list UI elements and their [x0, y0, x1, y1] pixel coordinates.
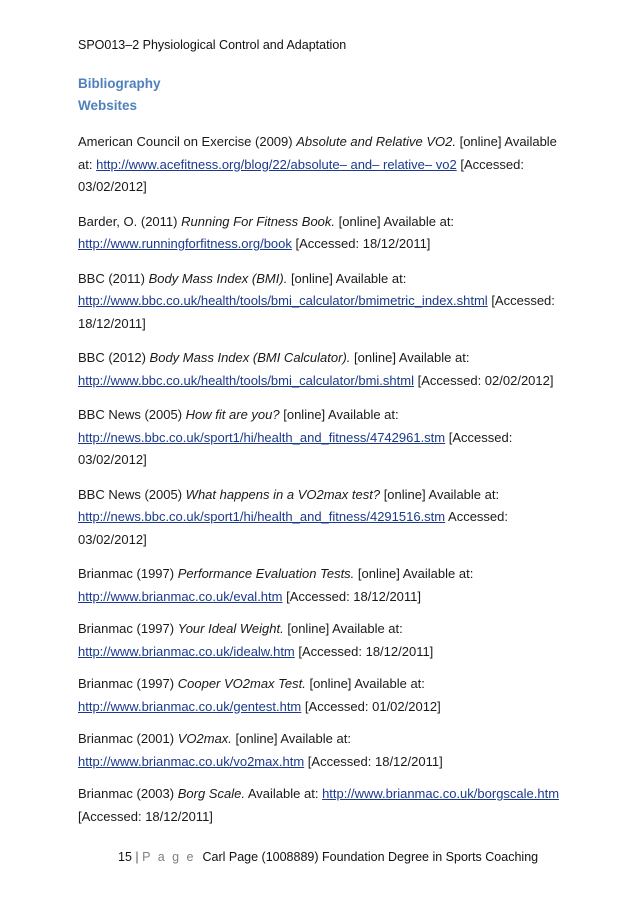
reference-note: Available at:	[247, 786, 319, 801]
reference-author: BBC (2011)	[78, 270, 145, 286]
reference-entry	[78, 783, 572, 828]
running-header: SPO013–2 Physiological Control and Adaptation	[78, 38, 347, 52]
reference-author: American Council on Exercise (2009)	[78, 134, 293, 149]
reference-accessed: [Accessed: 18/12/2011]	[78, 808, 213, 824]
reference-title: What happens in a VO2max test?	[185, 486, 381, 502]
reference-link[interactable]: http://news.bbc.co.uk/sport1/hi/health_and_fitness/4291516.stm	[78, 509, 446, 524]
reference-entry	[78, 673, 572, 718]
reference-entry	[78, 211, 572, 256]
page-footer	[118, 850, 538, 864]
reference-link[interactable]: http://www.brianmac.co.uk/gentest.htm	[78, 698, 302, 714]
reference-link[interactable]: http://www.acefitness.org/blog/22/absolute– and– relative– vo2	[96, 156, 457, 172]
reference-accessed: [Accessed: 02/02/2012]	[417, 372, 554, 388]
reference-title: Body Mass Index (BMI).	[148, 270, 288, 286]
reference-title: Absolute and Relative VO2.	[296, 134, 456, 149]
reference-title: VO2max.	[177, 731, 232, 746]
reference-note: [online] Available at:	[235, 731, 351, 746]
reference-author: BBC (2012)	[78, 350, 146, 365]
reference-accessed: [Accessed: 03/02/2012]	[78, 156, 524, 194]
reference-link[interactable]: http://www.brianmac.co.uk/eval.htm	[78, 588, 283, 604]
bibliography-heading: Bibliography	[78, 76, 161, 91]
reference-author: BBC News (2005)	[78, 486, 183, 502]
reference-note: [online] Available at:	[290, 270, 407, 286]
reference-list	[78, 131, 572, 840]
reference-author: Brianmac (2003)	[78, 786, 175, 801]
reference-note: [online] Available at:	[287, 621, 403, 636]
reference-author: Brianmac (1997)	[78, 676, 175, 691]
reference-entry	[78, 484, 572, 552]
reference-note: [online] Available at:	[78, 134, 557, 172]
reference-link[interactable]: http://www.brianmac.co.uk/vo2max.htm	[78, 753, 305, 769]
reference-link[interactable]: http://www.bbc.co.uk/health/tools/bmi_calculator/bmi.shtml	[78, 372, 414, 388]
reference-entry	[78, 404, 572, 472]
reference-title: Your Ideal Weight.	[177, 621, 284, 636]
reference-accessed: [Accessed: 18/12/2011]	[286, 588, 422, 604]
reference-accessed: [Accessed: 03/02/2012]	[78, 429, 513, 467]
reference-author: BBC News (2005)	[78, 407, 183, 422]
reference-entry	[78, 618, 572, 663]
footer-author-line: Carl Page (1008889) Foundation Degree in Sports Coaching	[202, 850, 539, 864]
reference-author: Brianmac (1997)	[78, 621, 175, 636]
page-label: P a g e	[142, 850, 196, 864]
reference-note: [online] Available at:	[354, 350, 470, 365]
reference-author: Brianmac (1997)	[78, 566, 175, 581]
reference-note: [online] Available at:	[357, 566, 474, 581]
reference-title: Borg Scale.	[177, 786, 245, 801]
reference-link[interactable]: http://www.runningforfitness.org/book	[78, 236, 292, 251]
reference-link[interactable]: http://news.bbc.co.uk/sport1/hi/health_and_fitness/4742961.stm	[78, 429, 446, 445]
reference-entry	[78, 268, 572, 336]
reference-accessed: [Accessed: 18/12/2011]	[78, 293, 555, 331]
reference-entry	[78, 131, 572, 199]
reference-entry	[78, 728, 572, 773]
reference-accessed: [Accessed: 18/12/2011]	[295, 236, 431, 251]
reference-title: Cooper VO2max Test.	[177, 676, 306, 691]
reference-link[interactable]: http://www.bbc.co.uk/health/tools/bmi_calculator/bmimetric_index.shtml	[78, 293, 488, 308]
reference-title: Body Mass Index (BMI Calculator).	[149, 350, 351, 365]
reference-title: Running For Fitness Book.	[181, 213, 336, 229]
reference-author: Barder, O. (2011)	[78, 213, 178, 229]
footer-separator: |	[135, 850, 139, 864]
reference-note: [online] Available at:	[383, 486, 500, 502]
reference-note: [online] Available at:	[309, 676, 425, 691]
reference-accessed: [Accessed: 01/02/2012]	[304, 698, 441, 714]
reference-accessed: [Accessed: 18/12/2011]	[307, 753, 443, 769]
reference-entry	[78, 347, 572, 392]
page-number: 15	[118, 850, 132, 864]
reference-link[interactable]: http://www.brianmac.co.uk/borgscale.htm	[322, 786, 560, 801]
reference-note: [online] Available at:	[338, 213, 455, 229]
reference-link[interactable]: http://www.brianmac.co.uk/idealw.htm	[78, 643, 295, 659]
websites-subheading: Websites	[78, 98, 138, 113]
reference-accessed: Accessed: 03/02/2012]	[78, 509, 509, 547]
reference-title: Performance Evaluation Tests.	[177, 566, 355, 581]
reference-author: Brianmac (2001)	[78, 731, 175, 746]
reference-title: How fit are you?	[185, 407, 280, 422]
reference-entry	[78, 563, 572, 608]
reference-accessed: [Accessed: 18/12/2011]	[298, 643, 434, 659]
reference-note: [online] Available at:	[283, 407, 399, 422]
